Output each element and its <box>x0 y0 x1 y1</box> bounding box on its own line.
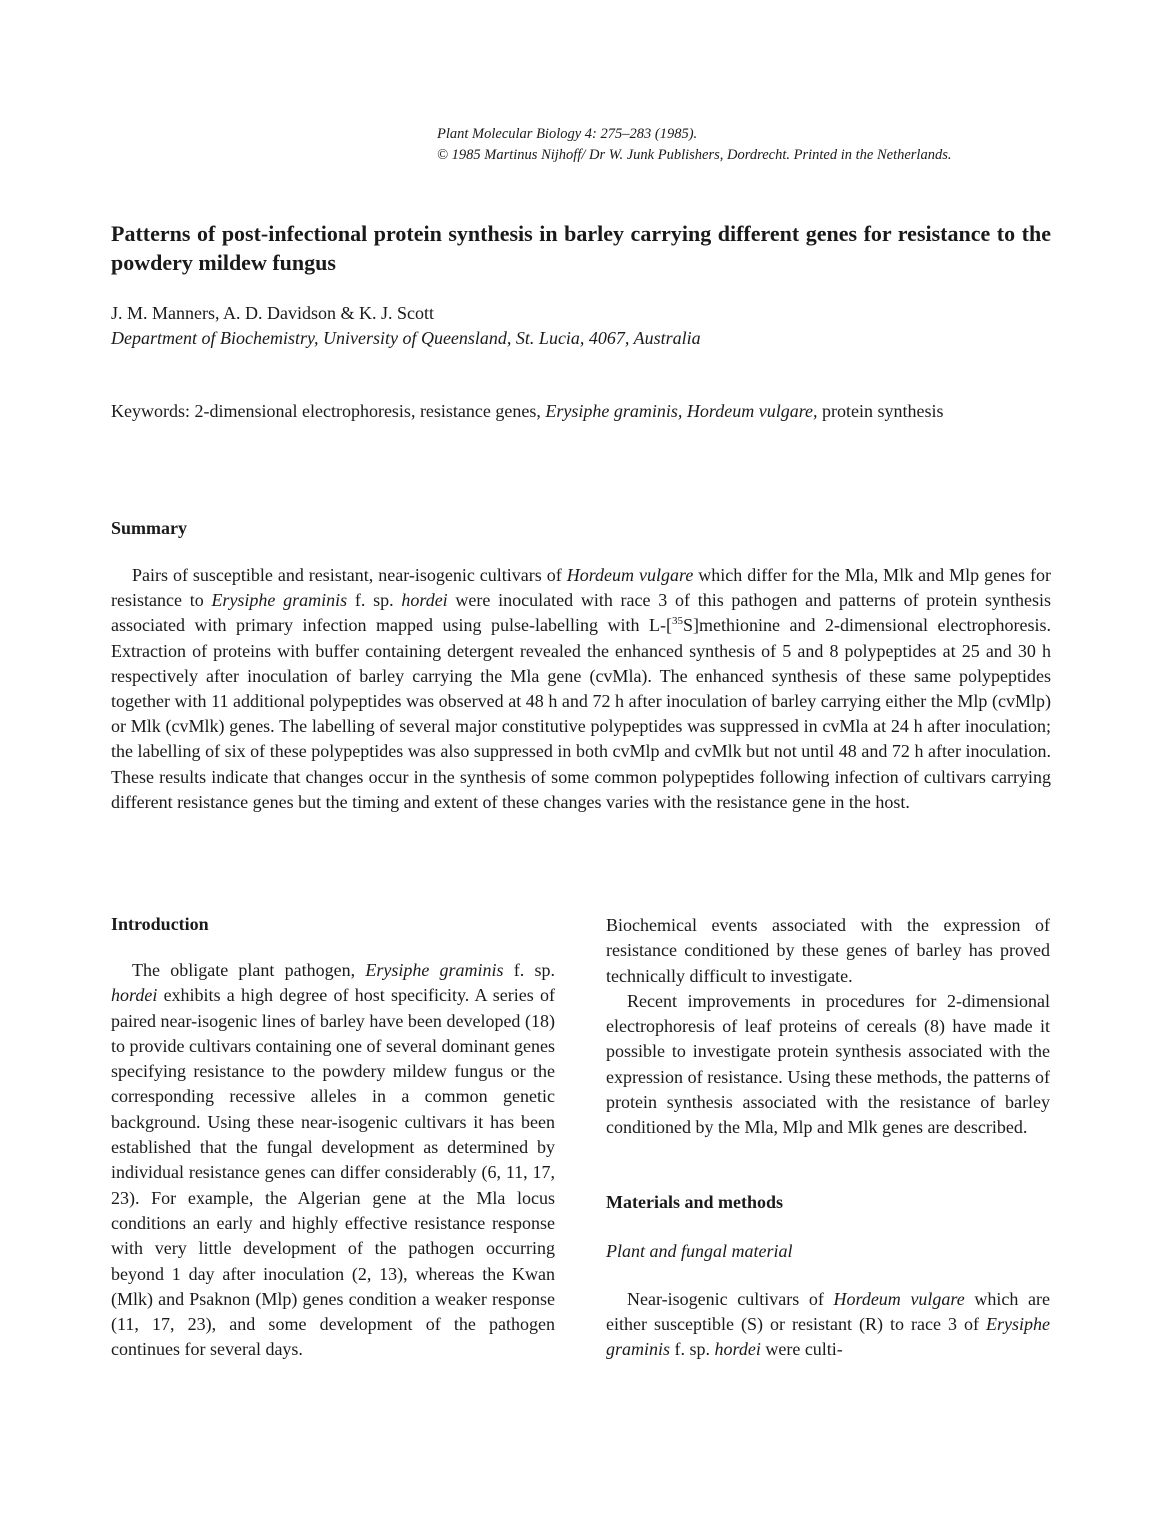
methods-text: were culti- <box>760 1339 843 1360</box>
methods-species: Hordeum vulgare <box>833 1288 965 1309</box>
methods-forma-specialis: hordei <box>714 1339 761 1360</box>
keywords-text-end: protein synthesis <box>817 401 944 421</box>
summary-heading: Summary <box>111 518 187 538</box>
intro-forma-specialis: hordei <box>111 985 158 1006</box>
keywords-label: Keywords: <box>111 401 190 421</box>
summary-text: which differ for the Mla, Mlk and Mlp genes for resistance to <box>111 565 1052 611</box>
keywords-text: 2-dimensional electrophoresis, resistance genes, <box>190 401 546 421</box>
summary-text: S]methionine and 2-dimensional electrophoresis. Extraction of proteins with buffer containing detergent revealed the enhanced synthesis of 5 and 8 polypeptides at 25 and 30 h respectively after inoculation of barley carrying the Mla gene (cvMla). The enhanced synthesis of these same polypeptides together with 11 additional polypeptides was observed at 48 h and 72 h after inoculation of barley carrying either the Mlp (cvMlp) or Mlk (cvMlk) genes. The labelling of several major constitutive polypeptides was suppressed in cvMla at 24 h after inoculation; the labelling of six of these polypeptides was also suppressed in both cvMlp and cvMlk but not until 48 and 72 h after inoculation. These results indicate that changes occur in the synthesis of some common polypeptides following infection of cultivars carrying different resistance genes but the timing and extent of these changes varies with the resistance gene in the host. <box>111 615 1051 812</box>
introduction-paragraph: Recent improvements in procedures for 2-dimensional electrophoresis of leaf proteins of cereals (8) have made it possible to investigate protein synthesis associated with the expression of resistance. Using these methods, the patterns of protein synthesis associated with the resistance of barley conditioned by the Mla, Mlp and Mlk genes are described. <box>606 990 1050 1138</box>
methods-heading: Materials and methods <box>606 1191 783 1212</box>
intro-species: Erysiphe graminis <box>365 960 504 980</box>
left-column <box>111 911 555 1363</box>
summary-forma-specialis: hordei <box>401 590 448 611</box>
keywords-species: Erysiphe graminis, Hordeum vulgare, <box>545 401 818 421</box>
introduction-heading: Introduction <box>111 914 209 934</box>
keywords <box>111 398 1051 424</box>
methods-text: f. sp. <box>670 1339 715 1360</box>
summary-text: f. sp. <box>347 590 402 611</box>
journal-header <box>437 124 1087 166</box>
journal-citation: Plant Molecular Biology 4: 275–283 (1985). <box>437 126 698 142</box>
article-title: Patterns of post-infectional protein synthesis in barley carrying different genes for resistance to the powdery mildew fungus <box>111 221 1051 275</box>
summary-species: Hordeum vulgare <box>566 565 694 585</box>
introduction-paragraph-continued: Biochemical events associated with the expression of resistance conditioned by these genes of barley has proved technically difficult to investigate. <box>606 915 1050 986</box>
summary-species: Erysiphe graminis <box>211 590 348 611</box>
introduction-paragraph <box>111 958 555 1363</box>
methods-species: Erysiphe graminis <box>606 1313 1050 1360</box>
methods-subheading: Plant and fungal material <box>606 1240 793 1261</box>
intro-text: f. sp. <box>503 960 556 980</box>
intro-text: exhibits a high degree of host specificity. A series of paired near-isogenic lines of barley have been developed (18) to provide cultivars containing one of several dominant genes specifying resistance to the powdery mildew fungus or the corresponding recessive alleles in a common genetic background. Using these near-isogenic cultivars it has been established that the fungal development as determined by individual resistance genes can differ considerably (6, 11, 17, 23). For example, the Algerian gene at the Mla locus conditions an early and highly effective resistance response with very little development of the pathogen occurring beyond 1 day after inoculation (2, 13), whereas the Kwan (Mlk) and Psaknon (Mlp) genes condition a weaker response (11, 17, 23), and some development of the pathogen continues for several days. <box>111 985 555 1360</box>
isotope-superscript: 35 <box>672 615 684 628</box>
summary-text: Pairs of susceptible and resistant, near-isogenic cultivars of <box>132 565 567 585</box>
methods-paragraph <box>606 1287 1050 1363</box>
summary-paragraph <box>111 563 1051 815</box>
methods-text: which are either susceptible (S) or resistant (R) to race 3 of <box>606 1288 1050 1334</box>
journal-copyright: © 1985 Martinus Nijhoff/ Dr W. Junk Publishers, Dordrecht. Printed in the Netherlands. <box>437 147 952 163</box>
methods-text: Near-isogenic cultivars of <box>627 1288 834 1309</box>
author-affiliation: Department of Biochemistry, University of Queensland, St. Lucia, 4067, Australia <box>111 328 701 348</box>
right-column <box>606 913 1050 1363</box>
summary-text: were inoculated with race 3 of this pathogen and patterns of protein synthesis associated with primary infection mapped using pulse-labelling with L-[ <box>111 590 1052 636</box>
author-list: J. M. Manners, A. D. Davidson & K. J. Scott <box>111 303 434 323</box>
intro-text: The obligate plant pathogen, <box>132 960 366 980</box>
